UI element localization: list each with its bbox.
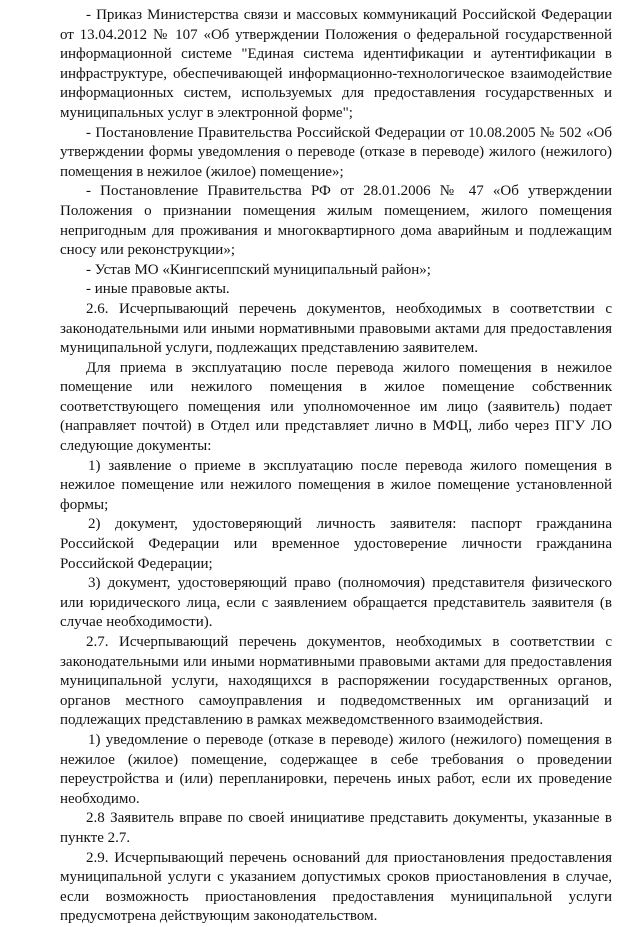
- paragraph-resolution-502: - Постановление Правительства Российской Федерации от 10.08.2005 № 502 «Об утверждении формы уведомления о переводе (отказе в переводе) жилого (нежилого) помещения в нежилое (жилое) помещение»;: [60, 124, 612, 180]
- paragraph-order-107: - Приказ Министерства связи и массовых коммуникаций Российской Федерации от 13.04.2012 № 107 «Об утверждении Положения о федеральной государственной информационной системе "Единая система идентификации и аутентификации в инфраструктуре, обеспечивающей информационно-технологическое взаимодействие информационных систем, используемых для предоставления государственных и муниципальных услуг в электронной форме";: [60, 7, 612, 121]
- section-2-8: 2.8 Заявитель вправе по своей инициативе представить документы, указанные в пункте 2.7.: [60, 810, 612, 846]
- list-item-1-application: 1) заявление о приеме в эксплуатацию после перевода жилого помещения в нежилое помещение или нежилого помещения в жилое помещение установленной формы;: [60, 457, 612, 513]
- list-item-1-notification: 1) уведомление о переводе (отказе в переводе) жилого (нежилого) помещения в нежилое (жилое) помещение, содержащее в себе требования о проведении переустройства и (или) перепланировки, перечень иных работ, если их проведение необходимо.: [60, 731, 612, 807]
- list-item-3-authority: 3) документ, удостоверяющий право (полномочия) представителя физического или юридического лица, если с заявлением обращается представитель заявителя (в случае необходимости).: [60, 575, 612, 631]
- paragraph-acceptance-documents: Для приема в эксплуатацию после перевода жилого помещения в нежилое помещение или нежилого помещения в жилое помещение собственник соответствующего помещения или уполномоченное им лицо (заявитель) подает (направляет почтой) в Отдел или представляет лично в МФЦ, либо через ПГУ ЛО следующие документы:: [60, 359, 612, 455]
- list-item-2-identity: 2) документ, удостоверяющий личность заявителя: паспорт гражданина Российской Федерации или временное удостоверение личности гражданина Российской Федерации;: [60, 516, 612, 572]
- section-2-9: 2.9. Исчерпывающий перечень оснований для приостановления предоставления муниципальной услуги с указанием допустимых сроков приостановления в случае, если возможность приостановления предоставления муниципальной услуги предусмотрена действующим законодательством.: [60, 849, 612, 925]
- section-2-6: 2.6. Исчерпывающий перечень документов, необходимых в соответствии с законодательными или иными нормативными правовыми актами для предоставления муниципальной услуги, подлежащих представлению заявителем.: [60, 300, 612, 357]
- paragraph-other-acts: - иные правовые акты.: [86, 281, 230, 298]
- paragraph-resolution-47: - Постановление Правительства РФ от 28.01.2006 № 47 «Об утверждении Положения о признании помещения жилым помещением, жилого помещения непригодным для проживания и многоквартирного дома аварийным и подлежащим сносу или реконструкции»;: [60, 183, 612, 259]
- section-2-7: 2.7. Исчерпывающий перечень документов, необходимых в соответствии с законодательными или иными нормативными правовыми актами для предоставления муниципальной услуги, находящихся в распоряжении государственных органов, органов местного самоуправления и подведомственных им организаций и подлежащих представлению в рамках межведомственного взаимодействия.: [60, 634, 612, 729]
- paragraph-charter: - Устав МО «Кингисеппский муниципальный район»;: [86, 261, 431, 278]
